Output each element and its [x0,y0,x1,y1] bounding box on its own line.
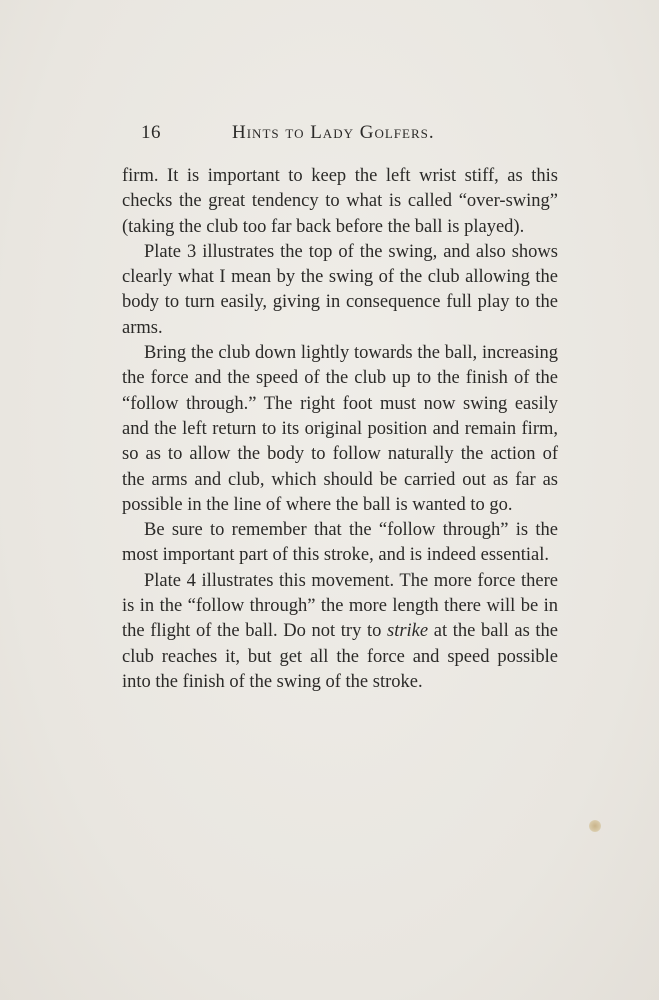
paragraph-5 [122,569,558,695]
paragraph-4: Be sure to remember that the “follow through” is the most important part of this stroke, and is indeed essential. [122,520,558,566]
paragraph-5-part-2: at the ball as the club reaches it, but get all the force and speed possible into the finish of the swing of the stroke. [122,621,559,692]
paragraph-1: firm. It is important to keep the left wrist stiff, as this checks the great tendency to what is called “over-swing” (taking the club too far back before the ball is played). [122,166,558,237]
paragraph-2: Plate 3 illustrates the top of the swing, and also shows clearly what I mean by the swing of the club allowing the body to turn easily, giving in consequence full play to the arms. [122,241,558,338]
running-head: Hints to Lady Golfers. [232,122,435,143]
paragraph-5-part-1: Plate 4 illustrates this movement. The more force there is in the “follow through” the more length there will be in the flight of the ball. Do not try to [122,570,558,642]
page-number: 16 [141,122,161,143]
emphasis-strike: strike [387,621,429,642]
page-header [141,122,561,152]
body-text [122,164,558,695]
paper-stain [589,820,601,832]
paragraph-3: Bring the club down lightly towards the ball, increasing the force and the speed of the club up to the finish of the “follow through.” The right foot must now swing easily and the left return to its original position and remain firm, so as to allow the body to follow naturally the action of the arms and club, which should be carried out as far as possible in the line of where the ball is wanted to go. [122,343,558,515]
